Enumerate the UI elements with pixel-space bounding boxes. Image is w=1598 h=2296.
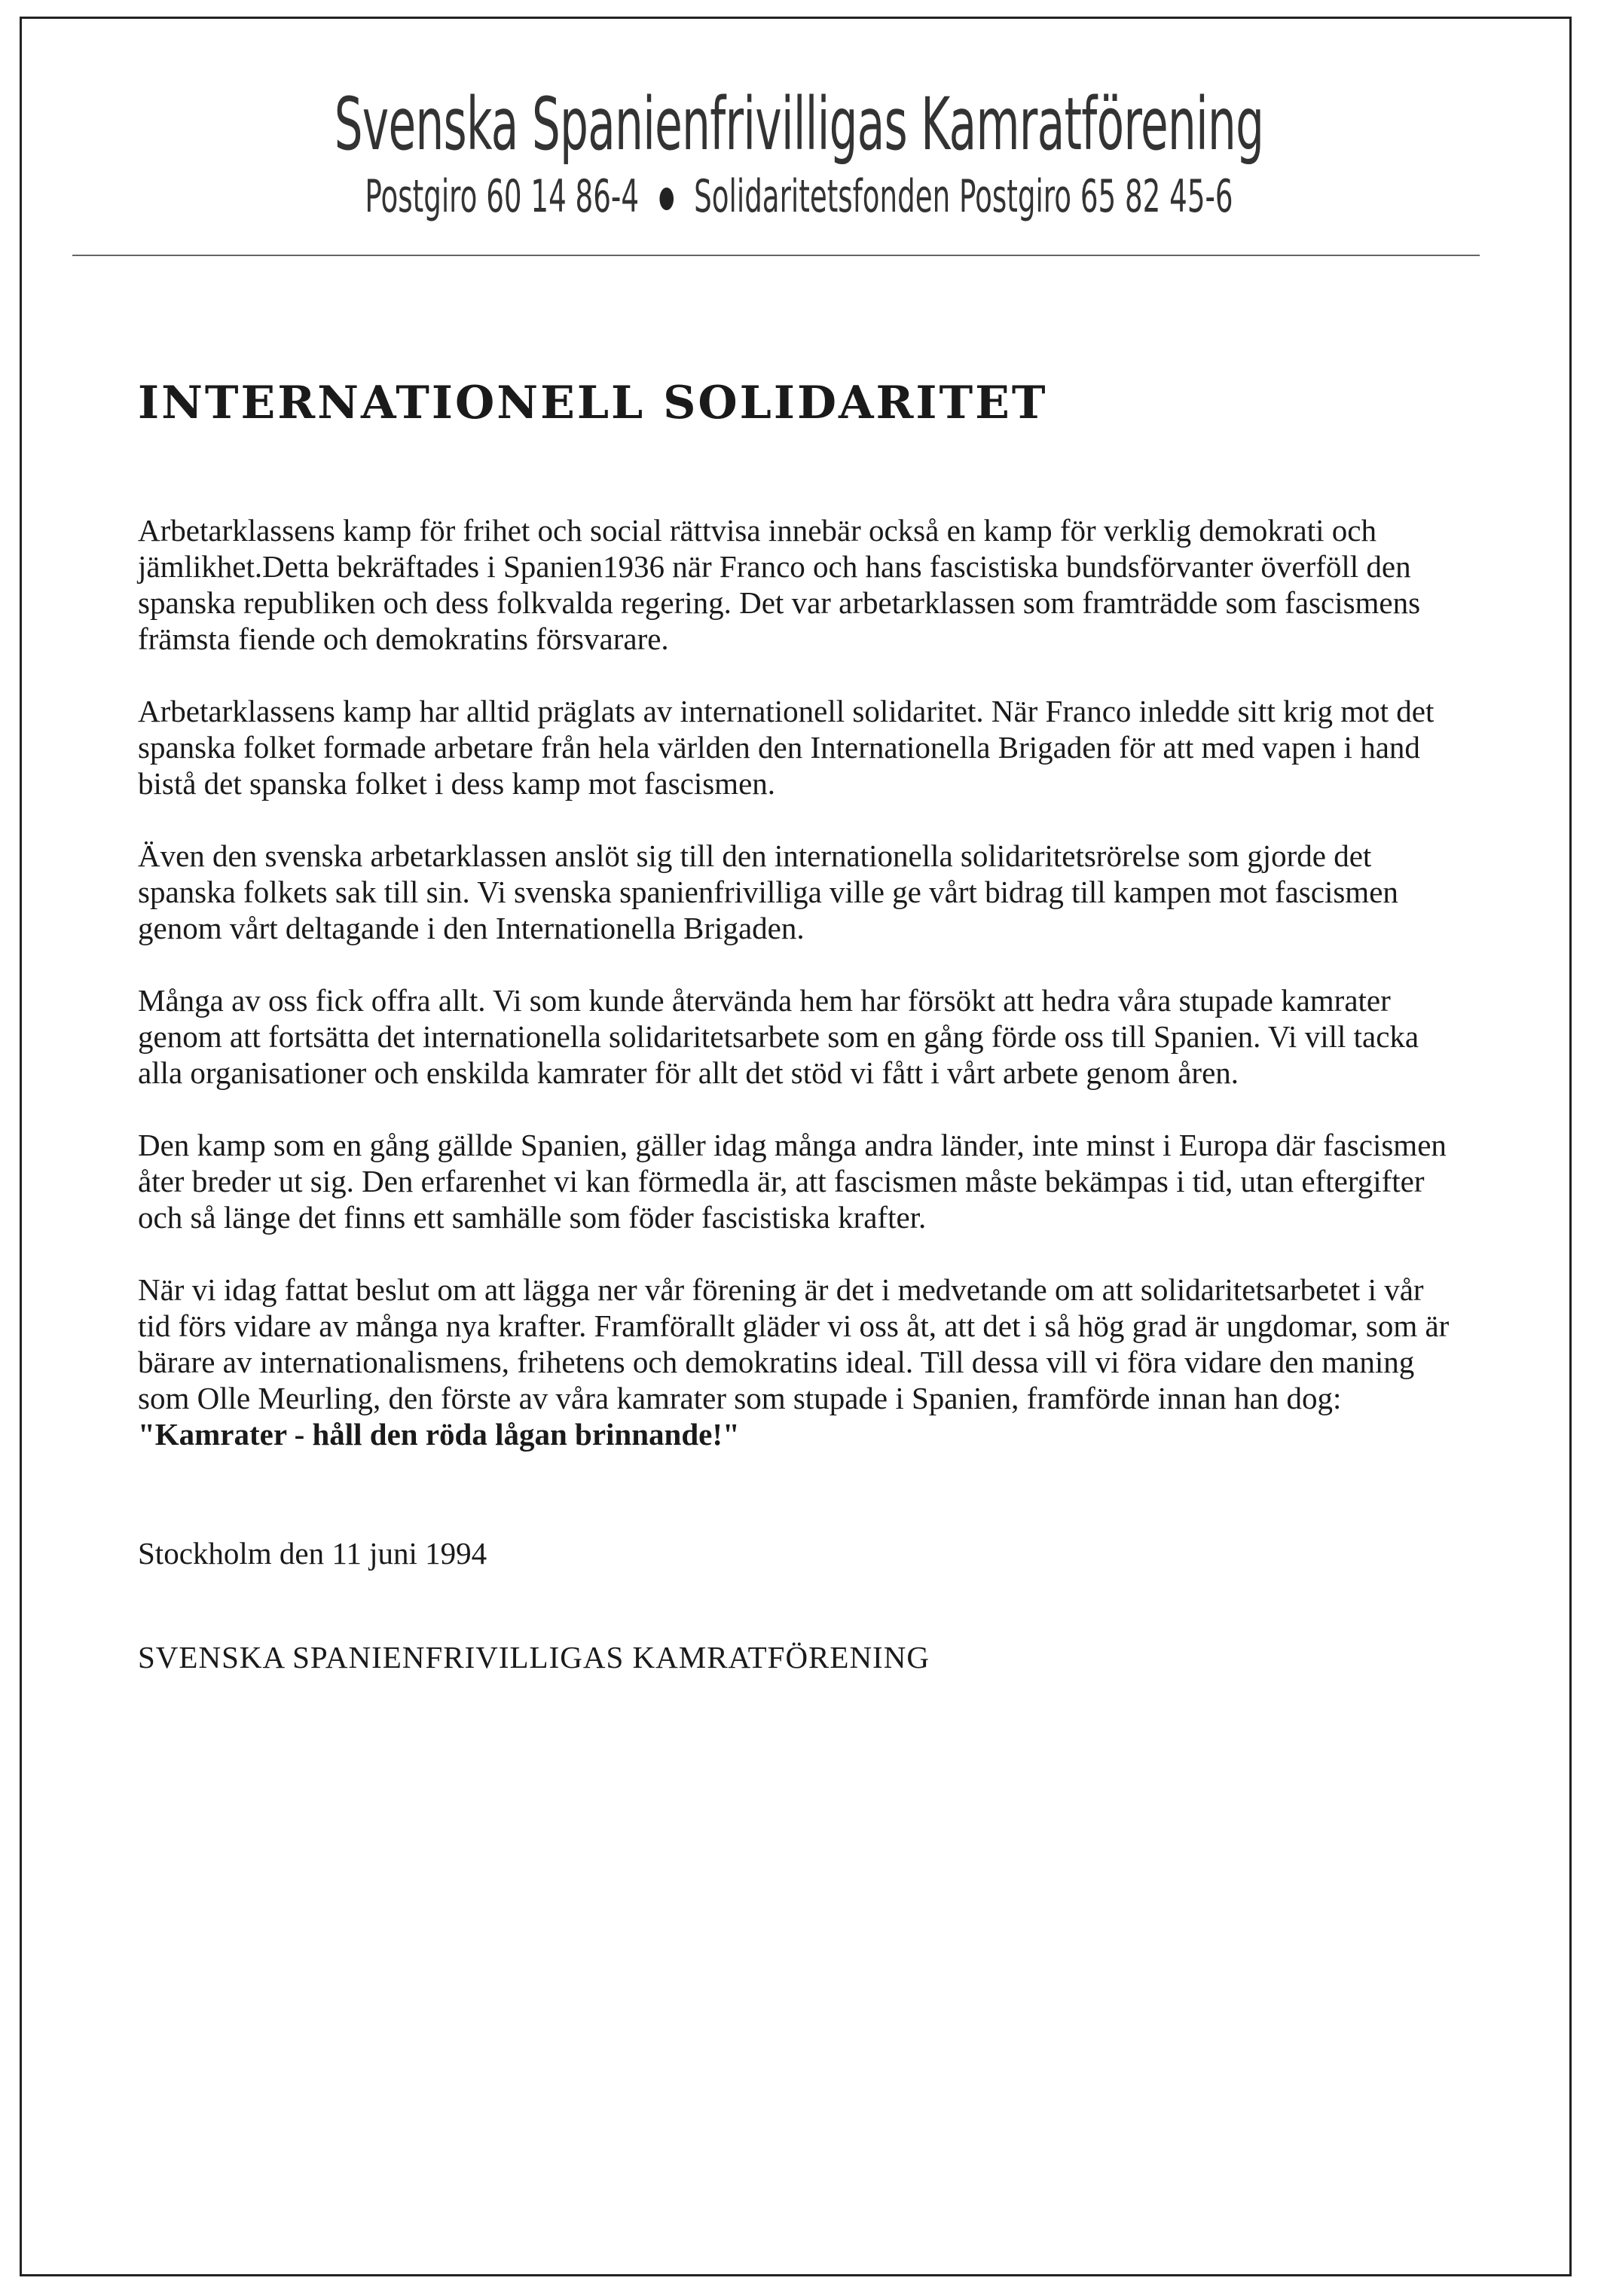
signature: SVENSKA SPANIENFRIVILLIGAS KAMRATFÖRENING	[138, 1640, 930, 1675]
letter-body	[138, 377, 1464, 1675]
paragraph: Även den svenska arbetarklassen anslöt sig till den internationella solidaritetsrörelse som gjorde det spanska folkets sak till sin. Vi svenska spanienfrivilliga ville ge vårt bidrag till kampen mot fascismen genom vårt deltagande i den Internationella Brigaden.	[138, 838, 1398, 945]
closing-paragraph	[138, 1272, 1464, 1452]
quote: "Kamrater - håll den röda lågan brinnande!"	[138, 1417, 740, 1452]
giro-line	[304, 170, 1294, 223]
closing-paragraph-text: När vi idag fattat beslut om att lägga ner vår förening är det i medvetande om att solidaritetsarbetet i vår tid förs vidare av många nya krafter. Framförallt gläder vi oss åt, att det i så hög grad är ungdomar, som är bärare av internationalismens, frihetens och demokratins ideal. Till dessa vill vi föra vidare den maning som Olle Meurling, den förste av våra kamrater som stupade i Spanien, framförde innan han dog:	[138, 1272, 1450, 1415]
paragraph: Den kamp som en gång gällde Spanien, gäller idag många andra länder, inte minst i Europa där fascismen åter breder ut sig. Den erfarenhet vi kan förmedla är, att fascismen måste bekämpas i tid, utan eftergifter och så länge det finns ett samhälle som föder fascistiska krafter.	[138, 1128, 1447, 1235]
header-divider	[72, 255, 1480, 256]
paragraph: Arbetarklassens kamp för frihet och social rättvisa innebär också en kamp för verklig demokrati och jämlikhet.Detta bekräftades i Spanien1936 när Franco och hans fascistiska bundsförvanter överföll den spanska republiken och dess folkvalda regering. Det var arbetarklassen som framträdde som fascismens främsta fiende och demokratins försvarare.	[138, 513, 1421, 656]
paragraph: Arbetarklassens kamp har alltid präglats av internationell solidaritet. När Franco inledde sitt krig mot det spanska folket formade arbetare från hela världen den Internationella Brigaden för att med vapen i hand bistå det spanska folket i dess kamp mot fascismen.	[138, 694, 1435, 801]
organization-name: Svenska Spanienfrivilligas Kamratförening	[334, 82, 1264, 166]
postgiro-number: Postgiro 60 14 86-4	[365, 170, 639, 223]
page-title: INTERNATIONELL SOLIDARITET	[138, 377, 1048, 429]
paragraph: Många av oss fick offra allt. Vi som kunde återvända hem har försökt att hedra våra stupade kamrater genom att fortsätta det internationella solidaritetsarbete som en gång förde oss till Spanien. Vi vill tacka alla organisationer och enskilda kamrater för allt det stöd vi fått i vårt arbete genom åren.	[138, 983, 1419, 1090]
date-line: Stockholm den 11 juni 1994	[138, 1536, 487, 1571]
letterhead	[0, 83, 1598, 223]
solidarity-fund-postgiro: Solidaritetsfonden Postgiro 65 82 45-6	[694, 170, 1233, 223]
bullet-icon	[659, 188, 674, 210]
